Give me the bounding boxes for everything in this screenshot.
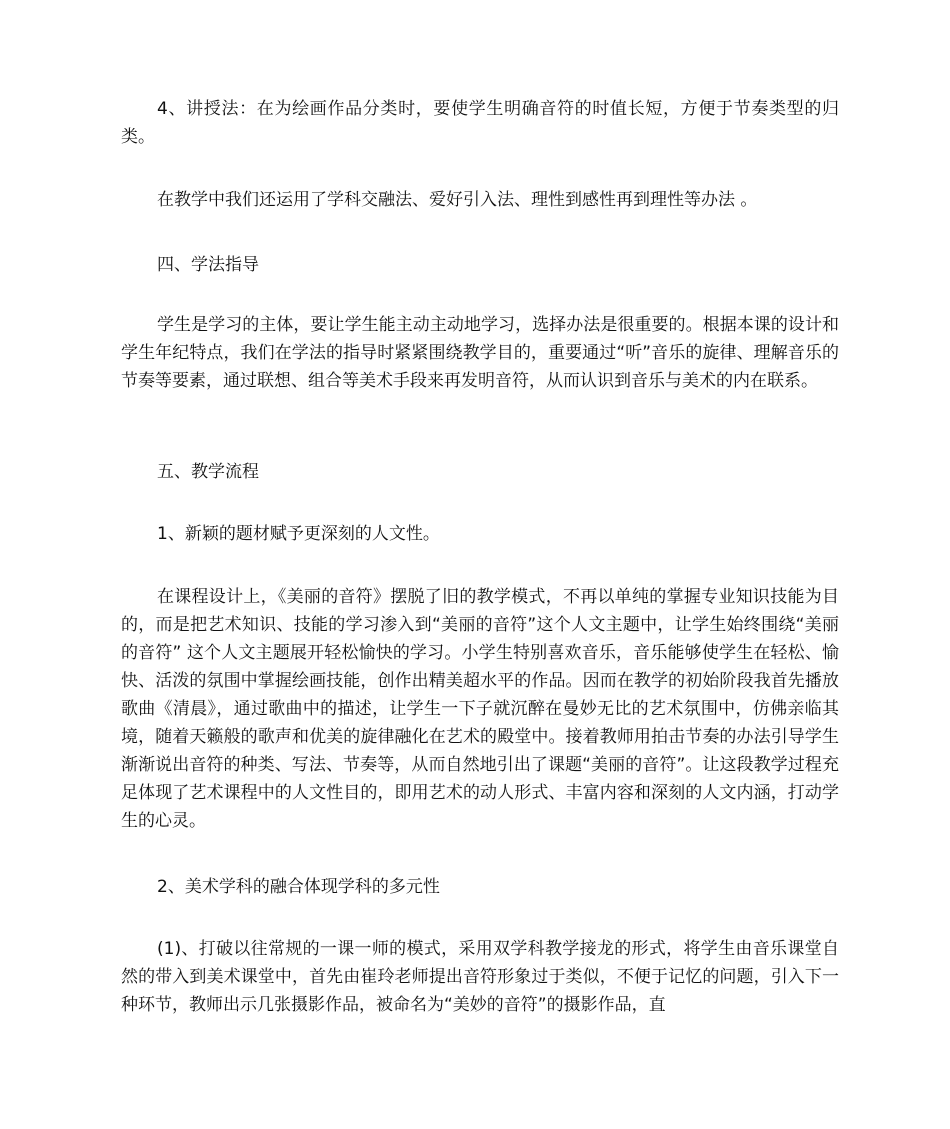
subheading-interdisciplinary: 2、美术学科的融合体现学科的多元性 xyxy=(157,877,440,897)
paragraph-lecture-method: 4、讲授法：在为绘画作品分类时，要使学生明确音符的时值长短，方便于节奏类型的归类。 xyxy=(121,99,839,147)
paragraph-dual-teacher: (1)、打破以往常规的一课一师的模式，采用双学科教学接龙的形式，将学生由音乐课堂自然的带入到美术课堂中，首先由崔玲老师提出音符形象过于类似，不便于记忆的问题，引入下一种环节，教师出示几张摄影作品，被命名为“美妙的音符”的摄影作品，直 xyxy=(121,939,839,1015)
paragraph-other-methods: 在教学中我们还运用了学科交融法、爱好引入法、理性到感性再到理性等办法 。 xyxy=(157,190,758,210)
paragraph-study-guidance: 学生是学习的主体，要让学生能主动主动地学习，选择办法是很重要的。根据本课的设计和学生年纪特点，我们在学法的指导时紧紧围绕教学目的，重要通过“听”音乐的旋律、理解音乐的节奏等要素，通过联想、组合等美术手段来再发明音符，从而认识到音乐与美术的内在联系。 xyxy=(121,315,839,391)
paragraph-course-design: 在课程设计上，《美丽的音符》摆脱了旧的教学模式，不再以单纯的掌握专业知识技能为目的，而是把艺术知识、技能的学习渗入到“美丽的音符”这个人文主题中，让学生始终围绕“美丽的音符” 这个人文主题展开轻松愉快的学习。小学生特别喜欢音乐，音乐能够使学生在轻松、愉快、活泼的氛围中掌握绘画技能，创作出精美超水平的作品。因而在教学的初始阶段我首先播放歌曲《清晨》，通过歌曲中的描述，让学生一下子就沉醉在曼妙无比的艺术氛围中，仿佛亲临其境，随着天籁般的歌声和优美的旋律融化在艺术的殿堂中。接着教师用拍击节奏的办法引导学生渐渐说出音符的种类、写法、节奏等，从而自然地引出了课题“美丽的音符”。让这段教学过程充足体现了艺术课程中的人文性目的，即用艺术的动人形式、丰富内容和深刻的人文内涵，打动学生的心灵。 xyxy=(121,587,839,831)
heading-study-guidance: 四、学法指导 xyxy=(157,255,259,275)
heading-teaching-process: 五、教学流程 xyxy=(157,462,259,482)
subheading-humanistic: 1、新颖的题材赋予更深刻的人文性。 xyxy=(157,524,440,544)
